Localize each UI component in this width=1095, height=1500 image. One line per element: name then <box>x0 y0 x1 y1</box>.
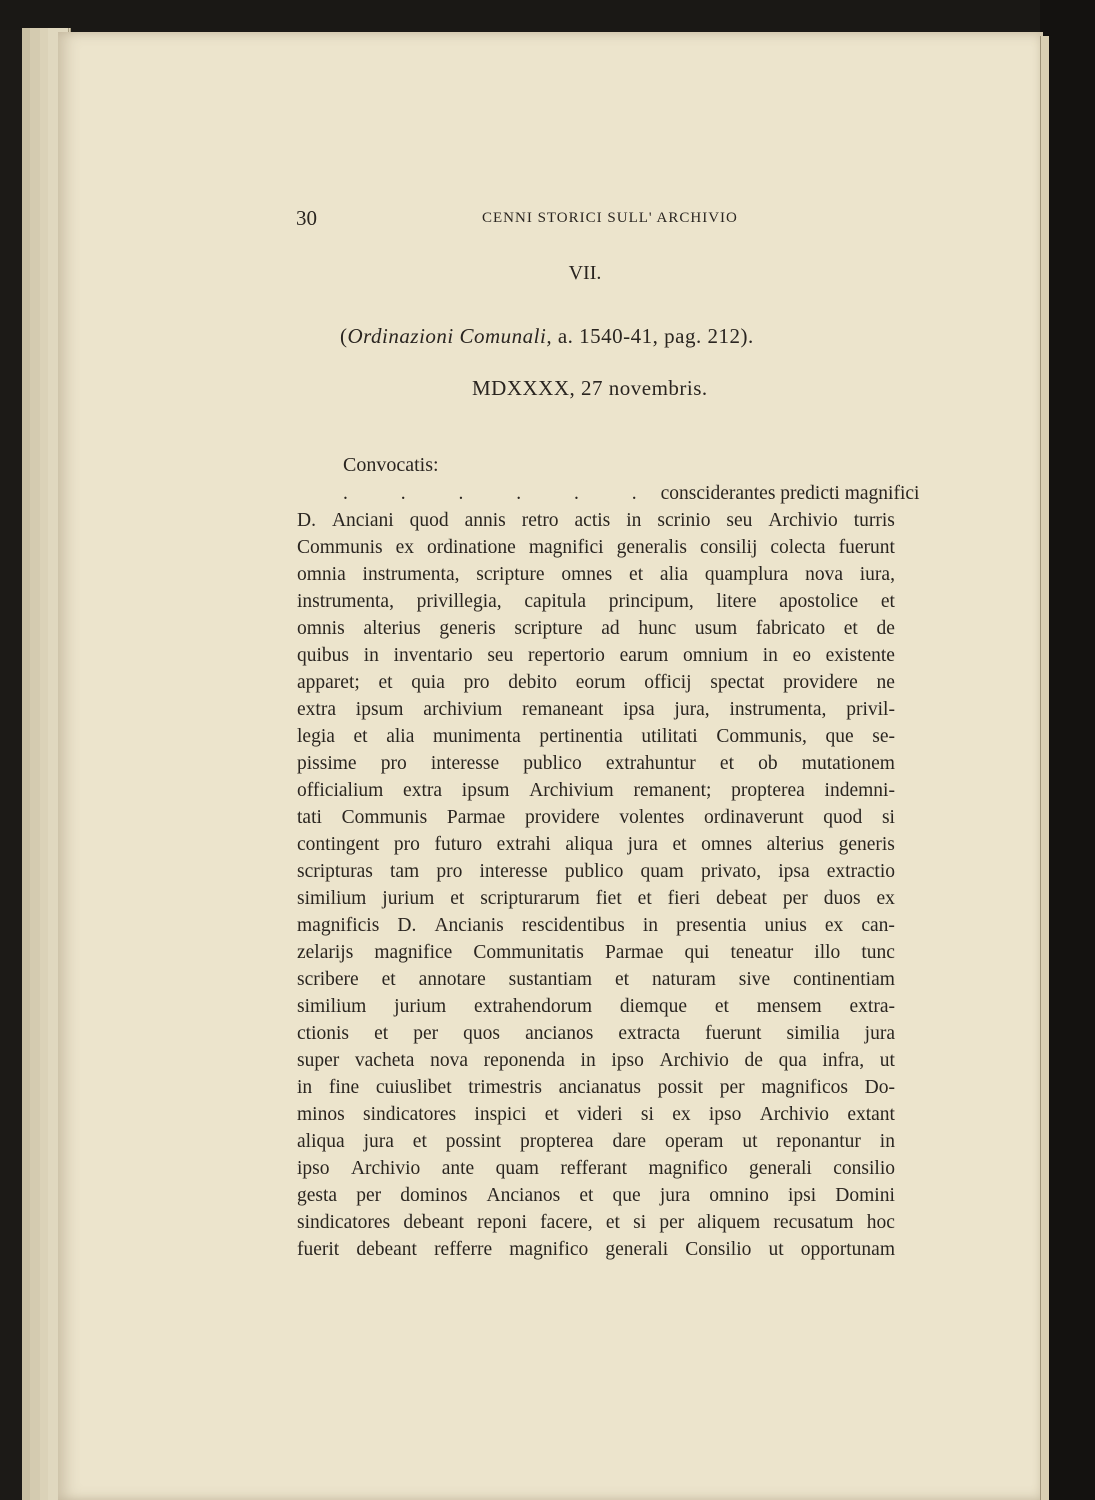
citation-rest: a. 1540-41, pag. 212). <box>552 324 754 348</box>
body-word: jura <box>864 1023 895 1044</box>
body-word: ordinaverunt <box>704 807 804 828</box>
body-word: presentia <box>676 915 747 936</box>
body-word: retro <box>521 510 559 531</box>
body-word: instrumenta, <box>362 564 460 585</box>
right-page-edge <box>1040 36 1049 1500</box>
body-word: Archivio <box>768 510 838 531</box>
body-word: Do- <box>864 1077 895 1098</box>
body-word: ut <box>768 1239 784 1260</box>
body-word: Archivio <box>350 1158 421 1179</box>
body-word: magnifico <box>648 1158 728 1179</box>
body-word: in <box>297 1077 313 1098</box>
body-line <box>297 696 895 723</box>
body-word: in <box>762 645 778 666</box>
body-word: refferre <box>434 1239 493 1260</box>
body-line <box>297 777 895 804</box>
body-word: turris <box>853 510 895 531</box>
body-word: facere, <box>540 1212 593 1233</box>
body-word: debeant <box>403 1212 464 1233</box>
body-word: omnium <box>683 645 749 666</box>
body-line <box>297 1101 895 1128</box>
body-word: nova <box>430 1050 469 1071</box>
body-line <box>297 966 895 993</box>
body-word: per <box>356 1185 382 1206</box>
body-word: et <box>544 1104 559 1125</box>
body-word: de <box>744 1050 763 1071</box>
body-word: Communis <box>297 537 383 558</box>
body-word: illo <box>814 942 841 963</box>
body-word: fuerit <box>297 1239 340 1260</box>
body-word: sindicatores <box>362 1104 457 1125</box>
body-word: extrahi <box>496 834 551 855</box>
body-word: ipsa <box>623 699 655 720</box>
body-word: instrumenta, <box>729 699 827 720</box>
body-word: et <box>672 834 687 855</box>
body-word: sindicatores <box>297 1212 391 1233</box>
body-word: annotare <box>418 969 486 990</box>
body-word: actis <box>574 510 611 531</box>
date-line: MDXXXX, 27 novembris. <box>472 376 708 400</box>
body-word: fieri <box>667 888 701 909</box>
body-word: et <box>353 726 368 747</box>
body-word: Consilio <box>685 1239 752 1260</box>
body-word: et <box>381 969 396 990</box>
body-word: capitula <box>524 591 587 612</box>
body-word: gesta <box>297 1185 338 1206</box>
body-word: apparet; <box>297 672 360 693</box>
body-word: se- <box>872 726 895 747</box>
body-word: magnificis <box>297 915 380 936</box>
body-word: extra- <box>849 996 895 1017</box>
body-line <box>297 480 920 507</box>
body-word: tam <box>389 861 420 882</box>
body-word: sive <box>738 969 771 990</box>
body-word: dare <box>612 1131 647 1152</box>
body-word: magnifice <box>374 942 453 963</box>
body-word: officij <box>644 672 692 693</box>
body-word: fabricato <box>755 618 826 639</box>
body-word: naturam <box>651 969 716 990</box>
body-word: quibus <box>297 645 350 666</box>
body-word: ipsi <box>787 1185 817 1206</box>
body-word: ob <box>758 753 778 774</box>
body-word: si <box>881 807 895 828</box>
body-word: omnia <box>297 564 346 585</box>
body-word: in <box>879 1131 895 1152</box>
body-word: in <box>580 1050 596 1071</box>
body-text <box>297 480 920 1263</box>
citation-open: ( <box>340 324 348 348</box>
body-word: fiet <box>595 888 622 909</box>
body-word: similium <box>297 996 367 1017</box>
body-word: jura <box>659 1185 691 1206</box>
body-word: aliqua <box>565 834 614 855</box>
body-word: pro <box>463 672 490 693</box>
body-word: pro <box>436 861 463 882</box>
body-line <box>297 912 895 939</box>
body-word: hoc <box>866 1212 895 1233</box>
body-line <box>297 669 895 696</box>
body-word: ex <box>824 915 844 936</box>
body-word: quod <box>409 510 449 531</box>
body-word: si <box>640 1104 654 1125</box>
body-word: ut <box>742 1131 758 1152</box>
citation-source: Ordinazioni Comunali, <box>347 324 553 348</box>
body-word: recusatum <box>773 1212 854 1233</box>
body-word: quod <box>823 807 863 828</box>
body-word: jurium <box>382 888 435 909</box>
body-line <box>297 1074 895 1101</box>
body-word: Archivio <box>659 1050 729 1071</box>
body-word: si <box>633 1212 647 1233</box>
body-word: ex <box>876 888 895 909</box>
body-word: reponantur <box>776 1131 861 1152</box>
body-word: generis <box>439 618 496 639</box>
body-word: extant <box>847 1104 895 1125</box>
body-word: Parmae <box>446 807 506 828</box>
body-word: similia <box>786 1023 840 1044</box>
body-word: scripture <box>514 618 583 639</box>
body-word: seu <box>487 645 514 666</box>
body-word: minos <box>297 1104 345 1125</box>
body-line <box>297 831 895 858</box>
body-word: eo <box>792 645 811 666</box>
body-word: et <box>579 1185 594 1206</box>
body-word: per <box>659 1212 685 1233</box>
body-word: providere <box>783 672 858 693</box>
body-word: jura <box>627 834 658 855</box>
body-word: usum <box>694 618 738 639</box>
body-word: ordinatione <box>427 537 516 558</box>
body-word: jura, <box>674 699 710 720</box>
body-word: extra <box>403 780 443 801</box>
body-word: generalis <box>616 537 687 558</box>
body-word: privato, <box>700 861 762 882</box>
body-word: scripturas <box>297 861 373 882</box>
body-word: omnino <box>709 1185 769 1206</box>
body-word: ad <box>601 618 620 639</box>
citation <box>340 324 820 349</box>
body-word: eorum <box>575 672 626 693</box>
body-word: ancianos <box>525 1023 594 1044</box>
body-word: volentes <box>619 807 685 828</box>
body-word: principum, <box>608 591 694 612</box>
body-word: et <box>378 672 393 693</box>
body-word: alia <box>386 726 415 747</box>
body-word: quia <box>411 672 445 693</box>
body-line <box>297 1020 895 1047</box>
body-word: reponi <box>477 1212 527 1233</box>
body-word: quam <box>495 1158 539 1179</box>
body-word: colecta <box>770 537 826 558</box>
body-word: cuiuslibet <box>375 1077 452 1098</box>
body-word: ipso <box>708 1104 742 1125</box>
body-word: ne <box>876 672 895 693</box>
body-word: Ancianis <box>434 915 504 936</box>
body-word: pro <box>393 834 420 855</box>
body-word: Parmae <box>604 942 664 963</box>
body-word: privil- <box>846 699 895 720</box>
body-word: earum <box>619 645 669 666</box>
body-word: interesse <box>430 753 500 774</box>
body-word: et <box>719 753 734 774</box>
body-word: propterea <box>731 780 805 801</box>
body-word: et <box>880 591 895 612</box>
body-word: quamplura <box>704 564 789 585</box>
body-line <box>297 939 895 966</box>
body-word: videri <box>577 1104 623 1125</box>
body-word: scribere <box>297 969 359 990</box>
body-word: providere <box>524 807 600 828</box>
body-word: Archivium <box>529 780 614 801</box>
body-word: pro <box>380 753 407 774</box>
body-word: alterius <box>363 618 421 639</box>
body-word: extractio <box>826 861 895 882</box>
ellipsis-dots: . . . . . . <box>343 483 661 504</box>
body-word: magnifico <box>509 1239 589 1260</box>
body-line <box>297 1236 895 1263</box>
body-word: et <box>614 969 630 990</box>
body-word: qua <box>778 1050 807 1071</box>
body-line <box>297 615 895 642</box>
body-line <box>297 885 895 912</box>
body-word: consilij <box>699 537 758 558</box>
body-word: can- <box>861 915 895 936</box>
body-word: apostolice <box>779 591 859 612</box>
body-word: alterius <box>766 834 825 855</box>
body-word: generis <box>838 834 895 855</box>
body-word: extrahendorum <box>473 996 593 1017</box>
scan-top-border <box>0 0 1095 30</box>
body-word: que <box>612 1185 641 1206</box>
body-word: quam <box>640 861 684 882</box>
body-word: aliquem <box>697 1212 761 1233</box>
body-word: Communis <box>341 807 428 828</box>
running-header <box>296 206 896 236</box>
body-word: litere <box>716 591 757 612</box>
body-word: jura <box>363 1131 394 1152</box>
body-word: quos <box>463 1023 501 1044</box>
body-word: ipso <box>297 1158 330 1179</box>
body-word: sustantiam <box>508 969 593 990</box>
body-word: annis <box>464 510 506 531</box>
body-word: unius <box>764 915 807 936</box>
body-word: duos <box>823 888 861 909</box>
body-word: futuro <box>434 834 483 855</box>
body-word: inspici <box>474 1104 527 1125</box>
body-word: in <box>642 915 658 936</box>
body-word: et <box>843 618 858 639</box>
body-word: nova <box>805 564 843 585</box>
body-word: per <box>413 1023 439 1044</box>
body-line <box>297 507 895 534</box>
body-word: D. <box>397 915 417 936</box>
body-word: magnificos <box>761 1077 848 1098</box>
body-word: generali <box>749 1158 812 1179</box>
body-word: fuerunt <box>838 537 895 558</box>
body-word: utilitati <box>641 726 698 747</box>
body-line <box>297 993 895 1020</box>
convocatis-heading: Convocatis: <box>343 454 439 476</box>
body-word: refferant <box>560 1158 628 1179</box>
body-word: de <box>876 618 895 639</box>
body-word: et <box>637 888 652 909</box>
body-word: possit <box>657 1077 704 1098</box>
body-word: ut <box>879 1050 895 1071</box>
body-line <box>297 723 895 750</box>
body-line <box>297 534 895 561</box>
body-word: debeant <box>356 1239 417 1260</box>
section-number: VII. <box>568 262 602 284</box>
running-title: CENNI STORICI SULL' ARCHIVIO <box>482 210 738 226</box>
body-word: existente <box>825 645 895 666</box>
body-word: operam <box>664 1131 724 1152</box>
body-word: ancianatus <box>558 1077 641 1098</box>
body-word: trimestris <box>468 1077 542 1098</box>
body-word: ipsa <box>778 861 810 882</box>
body-word: tunc <box>861 942 895 963</box>
body-word: archivium <box>423 699 503 720</box>
body-line <box>297 1155 895 1182</box>
body-word: scripture <box>476 564 545 585</box>
body-word: ipsum <box>461 780 510 801</box>
body-word: extracta <box>618 1023 681 1044</box>
body-word: in <box>626 510 642 531</box>
body-word: possint <box>445 1131 502 1152</box>
body-word: officialium <box>297 780 384 801</box>
body-word: tati <box>297 807 322 828</box>
body-word: aliqua <box>297 1131 345 1152</box>
body-word: jurium <box>394 996 447 1017</box>
body-word: infra, <box>822 1050 865 1071</box>
body-word: spectat <box>710 672 765 693</box>
body-word: per <box>719 1077 745 1098</box>
body-word: omnes <box>561 564 613 585</box>
body-word: remanent; <box>633 780 712 801</box>
body-word: publico <box>564 861 624 882</box>
body-word: pissime <box>297 753 357 774</box>
body-word: opportunam <box>800 1239 895 1260</box>
body-word: Anciani <box>331 510 394 531</box>
body-word: hunc <box>638 618 677 639</box>
body-word: ctionis <box>297 1023 349 1044</box>
body-word: fine <box>328 1077 360 1098</box>
body-word: mutationem <box>801 753 895 774</box>
body-word: ante <box>441 1158 475 1179</box>
body-word: inventario <box>393 645 473 666</box>
body-word: et <box>605 1212 620 1233</box>
body-word: contingent <box>297 834 380 855</box>
body-word: continentiam <box>793 969 895 990</box>
body-word: alia <box>659 564 689 585</box>
body-word: Domini <box>835 1185 895 1206</box>
body-word: seu <box>726 510 753 531</box>
body-line <box>297 804 895 831</box>
body-word: consilio <box>833 1158 895 1179</box>
body-word: ex <box>672 1104 691 1125</box>
body-word: et <box>714 996 729 1017</box>
body-word: magnifici <box>528 537 604 558</box>
body-word: Communis, <box>716 726 807 747</box>
body-line <box>297 750 895 777</box>
body-word: reponenda <box>483 1050 565 1071</box>
body-word: in <box>363 645 379 666</box>
body-word: interesse <box>479 861 548 882</box>
body-word: et <box>629 564 644 585</box>
body-word: fuerunt <box>705 1023 762 1044</box>
body-word: remaneant <box>522 699 604 720</box>
body-line <box>297 642 895 669</box>
body-word: et <box>374 1023 389 1044</box>
body-word: publico <box>523 753 582 774</box>
body-word: propterea <box>519 1131 594 1152</box>
body-word: ex <box>395 537 415 558</box>
body-word: debeat <box>716 888 767 909</box>
body-line <box>297 1047 895 1074</box>
body-word: que <box>825 726 854 747</box>
body-word: repertorio <box>528 645 605 666</box>
body-word: ipsum <box>355 699 404 720</box>
body-word: privillegia, <box>416 591 502 612</box>
body-line <box>297 588 895 615</box>
body-word: scripturarum <box>480 888 580 909</box>
body-line <box>297 1128 895 1155</box>
body-word: similium <box>297 888 367 909</box>
body-word: indemni- <box>824 780 895 801</box>
body-word: super <box>297 1050 340 1071</box>
body-line <box>297 1182 895 1209</box>
body-word: iura, <box>859 564 895 585</box>
body-word: pertinentia <box>539 726 623 747</box>
body-word: rescidentibus <box>521 915 625 936</box>
body-word: instrumenta, <box>297 591 394 612</box>
body-line <box>297 1209 895 1236</box>
body-word: zelarijs <box>297 942 354 963</box>
body-word: omnis <box>297 618 345 639</box>
body-word: Archivio <box>759 1104 830 1125</box>
body-word: et <box>450 888 465 909</box>
body-word: extra <box>297 699 336 720</box>
body-word: teneatur <box>730 942 794 963</box>
body-word: munimenta <box>433 726 521 747</box>
body-word: Ancianos <box>486 1185 561 1206</box>
body-word: generali <box>605 1239 669 1260</box>
body-word: per <box>782 888 808 909</box>
body-word: diemque <box>619 996 687 1017</box>
body-word: D. <box>297 510 316 531</box>
body-word: vacheta <box>354 1050 415 1071</box>
body-word: extrahuntur <box>605 753 696 774</box>
body-word: qui <box>684 942 710 963</box>
page-number: 30 <box>296 206 317 230</box>
body-word: scrinio <box>657 510 711 531</box>
body-line <box>297 561 895 588</box>
body-line-text: consciderantes predicti magnifici <box>660 483 920 504</box>
body-word: Communitatis <box>473 942 584 963</box>
body-word: dominos <box>400 1185 468 1206</box>
body-word: debito <box>508 672 558 693</box>
body-word: ipso <box>611 1050 644 1071</box>
body-word: et <box>412 1131 427 1152</box>
body-word: mensem <box>756 996 822 1017</box>
body-line <box>297 858 895 885</box>
body-word: omnes <box>701 834 753 855</box>
body-word: legia <box>297 726 335 747</box>
